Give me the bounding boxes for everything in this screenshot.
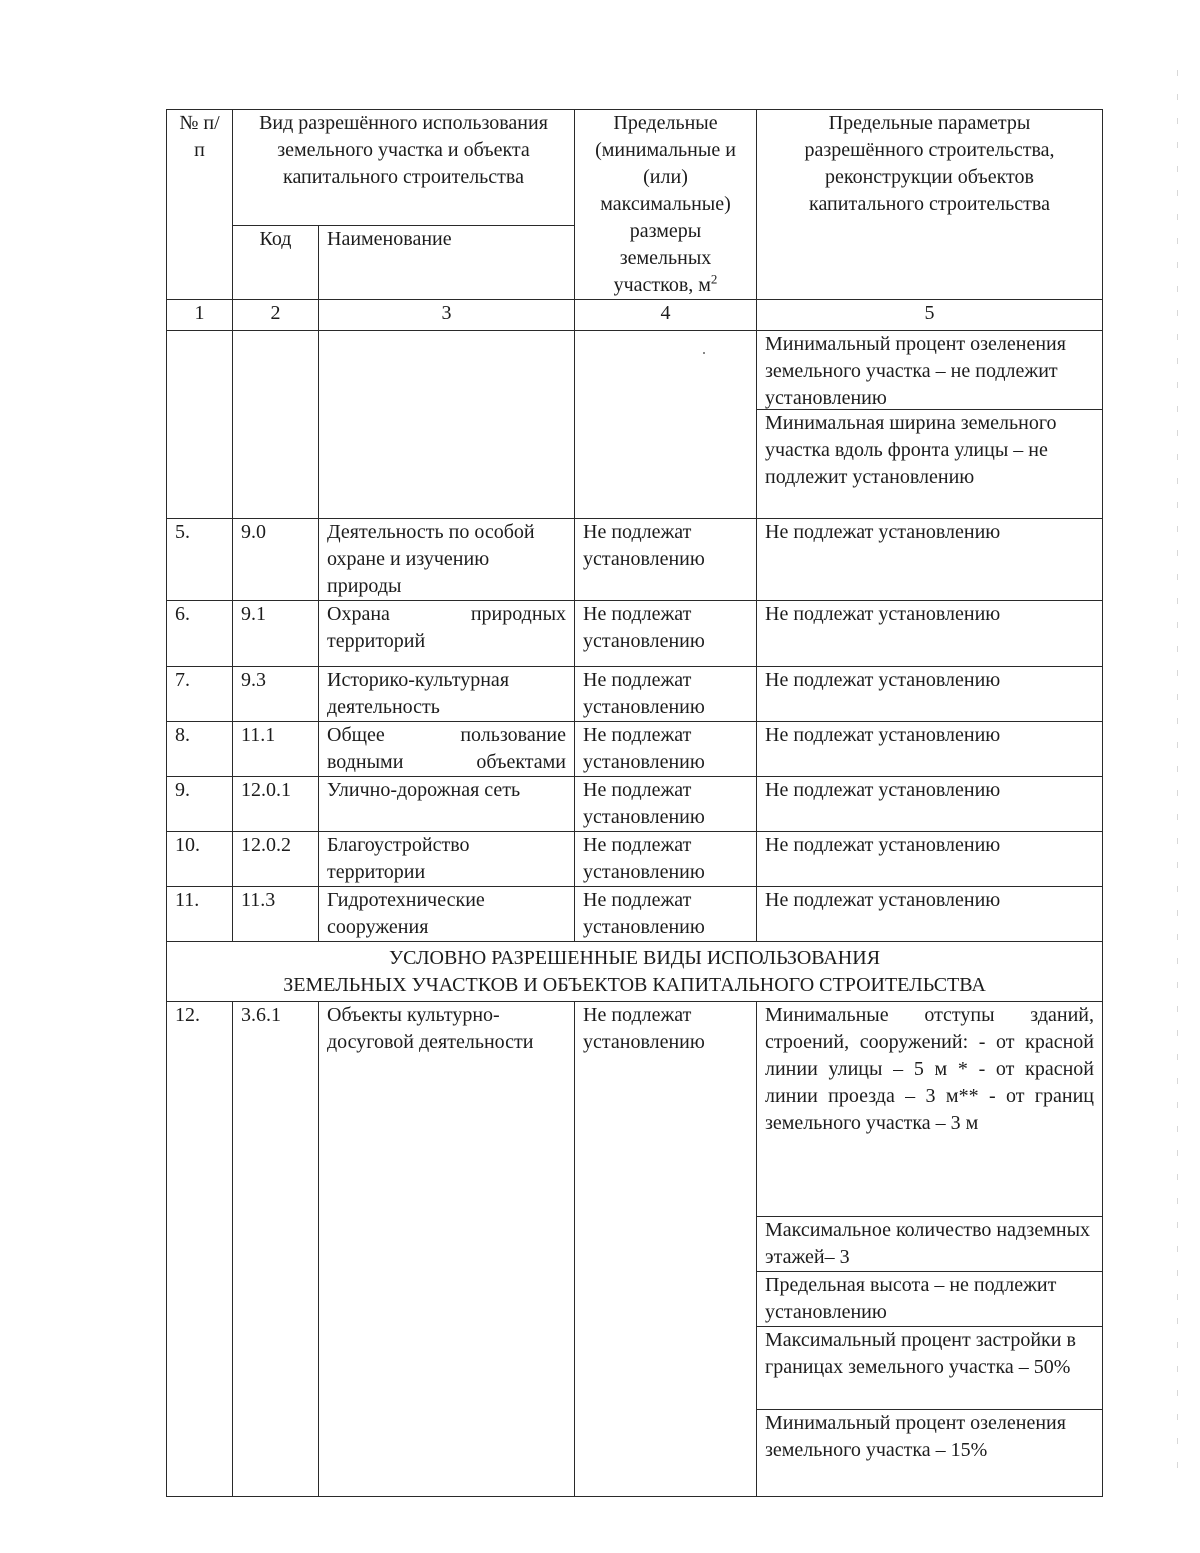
cell-name: Улично-дорожная сеть [319, 777, 575, 832]
table-row [167, 777, 1103, 832]
cell-name: Гидротехнические сооружения [319, 887, 575, 942]
cell-name: Благоустройство территории [319, 832, 575, 887]
col-num-4: 4 [575, 300, 757, 331]
col-num-2: 2 [233, 300, 319, 331]
cell-num: 7. [167, 667, 233, 722]
cell-num: 8. [167, 722, 233, 777]
table-row [167, 722, 1103, 777]
param-greening: Минимальный процент озеленения земельного участка – не подлежит установлению [765, 333, 1066, 409]
header-name: Наименование [319, 226, 575, 300]
cell-num: 10. [167, 832, 233, 887]
cell-name: Деятельность по особой охране и изучению природы [319, 519, 575, 601]
cell-size: Не подлежат установлению [575, 887, 757, 942]
param-height: Предельная высота – не подлежит установлению [757, 1271, 1102, 1326]
col-num-3: 3 [319, 300, 575, 331]
cell-code: 3.6.1 [233, 1002, 319, 1497]
cell-code: 11.1 [233, 722, 319, 777]
land-use-table [166, 109, 1103, 1497]
col-num-5: 5 [757, 300, 1103, 331]
param-floors: Максимальное количество надземных этажей– 3 [757, 1216, 1102, 1271]
cell-code: 11.3 [233, 887, 319, 942]
col-num-1: 1 [167, 300, 233, 331]
cell-num: 9. [167, 777, 233, 832]
cell-size: Не подлежат установлению [575, 832, 757, 887]
header-sizes-text: Предельные (минимальные и (или) максимальные) размеры земельных участков, м [595, 112, 736, 296]
cell-params [757, 1002, 1103, 1497]
cell-code: 9.0 [233, 519, 319, 601]
cell-size: Не подлежат установлению [575, 1002, 757, 1497]
cell-num: 6. [167, 601, 233, 667]
cell-code: 12.0.2 [233, 832, 319, 887]
scan-edge-mark [1177, 70, 1178, 1470]
header-params: Предельные параметры разрешённого строительства, реконструкции объектов капитального строительства [757, 110, 1103, 300]
header-code: Код [233, 226, 319, 300]
cell-code: 9.1 [233, 601, 319, 667]
cell-params [757, 331, 1103, 519]
cell-num: 5. [167, 519, 233, 601]
table-row-continuation [167, 331, 1103, 519]
cell-code: 9.3 [233, 667, 319, 722]
section-heading-row [167, 942, 1103, 1002]
cell-name: Охрана природных территорий [319, 601, 575, 667]
param-built-area: Максимальный процент застройки в границах земельного участка – 50% [757, 1326, 1102, 1409]
cell-param: Не подлежат установлению [757, 887, 1103, 942]
table-row [167, 519, 1103, 601]
cell-num: 12. [167, 1002, 233, 1497]
cell-name: Общее пользование водными объектами [319, 722, 575, 777]
header-vid: Вид разрешённого использования земельного участка и объекта капитального строительства [233, 110, 575, 226]
cell-empty [575, 331, 757, 519]
table-row [167, 832, 1103, 887]
cell-param: Не подлежат установлению [757, 832, 1103, 887]
cell-name: Историко-культурная деятельность [319, 667, 575, 722]
section-heading-line-2: ЗЕМЕЛЬНЫХ УЧАСТКОВ И ОБЪЕКТОВ КАПИТАЛЬНОГО СТРОИТЕЛЬСТВА [283, 973, 986, 996]
cell-empty [167, 331, 233, 519]
cell-param: Не подлежат установлению [757, 519, 1103, 601]
cell-num: 11. [167, 887, 233, 942]
section-heading-line-1: УСЛОВНО РАЗРЕШЕННЫЕ ВИДЫ ИСПОЛЬЗОВАНИЯ [388, 946, 881, 969]
cell-param: Не подлежат установлению [757, 722, 1103, 777]
section-heading [167, 942, 1103, 1002]
param-greening: Минимальный процент озеленения земельного участка – 15% [757, 1409, 1102, 1496]
cell-size: Не подлежат установлению [575, 777, 757, 832]
cell-size: Не подлежат установлению [575, 722, 757, 777]
header-sizes-sup: 2 [710, 271, 718, 287]
column-number-row [167, 300, 1103, 331]
header-row-top [167, 110, 1103, 226]
cell-empty [233, 331, 319, 519]
table-row [167, 601, 1103, 667]
param-setbacks: Минимальные отступы зданий, строений, сооружений: - от красной линии улицы – 5 м * - от красной линии проезда – 3 м** - от границ земельного участка – 3 м [765, 1004, 1094, 1134]
table-row [167, 887, 1103, 942]
cell-code: 12.0.1 [233, 777, 319, 832]
header-num: № п/п [167, 110, 233, 300]
header-sizes [575, 110, 757, 300]
table-row [167, 667, 1103, 722]
cell-name: Объекты культурно-досуговой деятельности [319, 1002, 575, 1497]
cell-size: Не подлежат установлению [575, 601, 757, 667]
cell-param: Не подлежат установлению [757, 777, 1103, 832]
cell-param: Не подлежат установлению [757, 667, 1103, 722]
cell-size: Не подлежат установлению [575, 667, 757, 722]
cell-size: Не подлежат установлению [575, 519, 757, 601]
table-row-12 [167, 1002, 1103, 1497]
cell-param: Не подлежат установлению [757, 601, 1103, 667]
param-front-width: Минимальная ширина земельного участка вдоль фронта улицы – не подлежит установлению [757, 409, 1102, 518]
cell-empty [319, 331, 575, 519]
